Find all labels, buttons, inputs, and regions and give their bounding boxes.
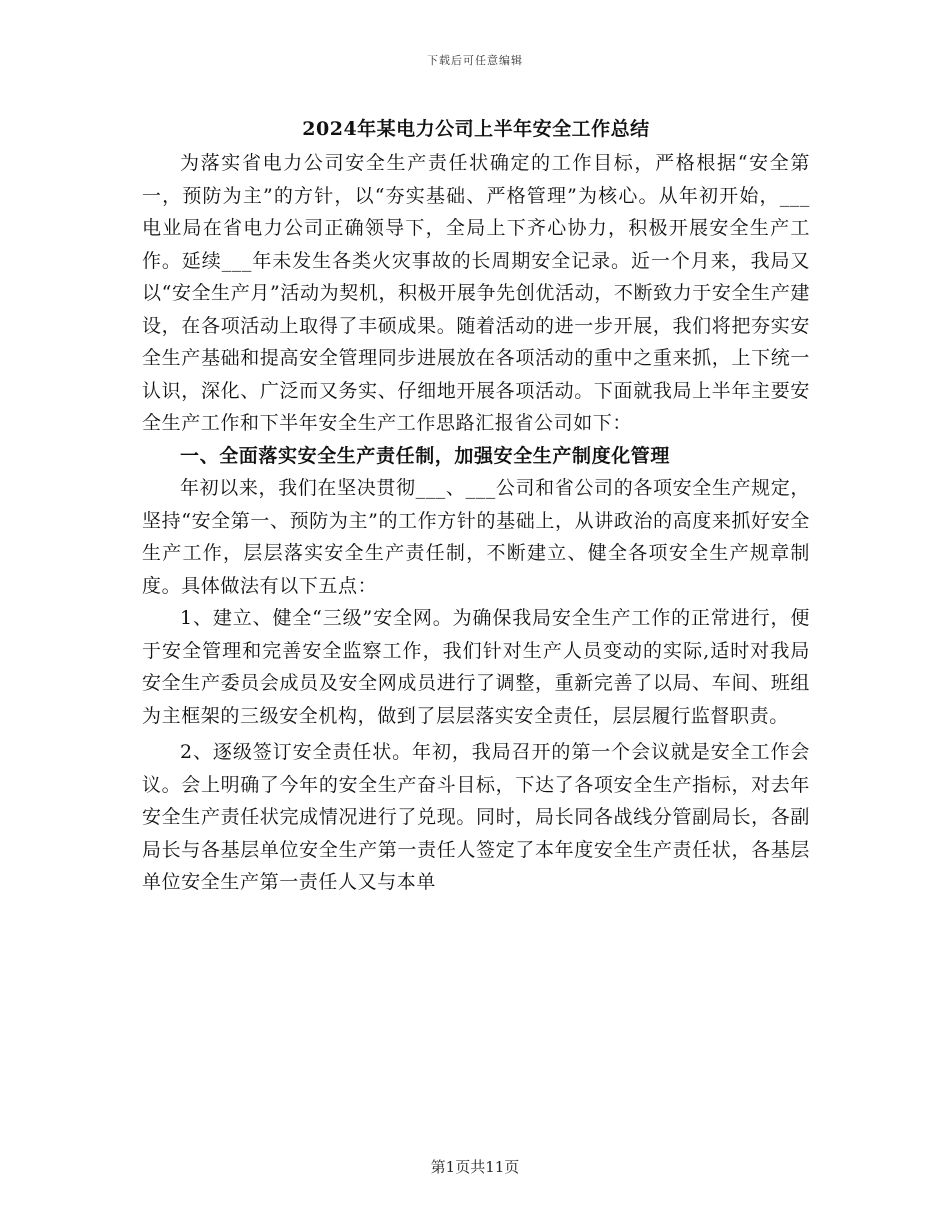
header-note: 下载后可任意编辑 <box>427 54 523 67</box>
point-2-paragraph: 2、逐级签订安全责任状。年初，我局召开的第一个会议就是安全工作会议。会上明确了今年的安全生产奋斗目标，下达了各项安全生产指标，对去年安全生产责任状完成情况进行了兑现。同时，局长同各战线分管副局长，各副局长与各基层单位安全生产第一责任人签定了本年度安全生产责任状，各基层单位安全生产第一责任人又与本单 <box>142 741 810 893</box>
document-title: 2024年某电力公司上半年安全工作总结 <box>302 118 650 140</box>
point-1-paragraph: 1、建立、健全“三级”安全网。为确保我局安全生产工作的正常进行，便于安全管理和完善安全监察工作，我们针对生产人员变动的实际,适时对我局安全生产委员会成员及安全网成员进行了调整，重新完善了以局、车间、班组为主框架的三级安全机构，做到了层层落实安全责任，层层履行监督职责。 <box>142 607 810 727</box>
page-indicator: 第1页共11页 <box>430 1158 520 1176</box>
section1-intro-paragraph: 年初以来，我们在坚决贯彻___、___公司和省公司的各项安全生产规定，坚持“安全第一、预防为主”的工作方针的基础上，从讲政治的高度来抓好安全生产工作，层层落实安全生产责任制，不断建立、健全各项安全生产规章制度。具体做法有以下五点： <box>142 477 810 597</box>
section-heading-1: 一、全面落实安全生产责任制，加强安全生产制度化管理 <box>180 444 671 467</box>
intro-paragraph: 为落实省电力公司安全生产责任状确定的工作目标，严格根据“安全第一，预防为主”的方针，以“夯实基础、严格管理”为核心。从年初开始，___电业局在省电力公司正确领导下，全局上下齐心协力，积极开展安全生产工作。延续___年未发生各类火灾事故的长周期安全记录。近一个月来，我局又以“安全生产月”活动为契机，积极开展争先创优活动，不断致力于安全生产建设，在各项活动上取得了丰硕成果。随着活动的进一步开展，我们将把夯实安全生产基础和提高安全管理同步进展放在各项活动的重中之重来抓，上下统一认识，深化、广泛而又务实、仔细地开展各项活动。下面就我局上半年主要安全生产工作和下半年安全生产工作思路汇报省公司如下： <box>142 152 810 434</box>
document-body <box>142 110 810 899</box>
